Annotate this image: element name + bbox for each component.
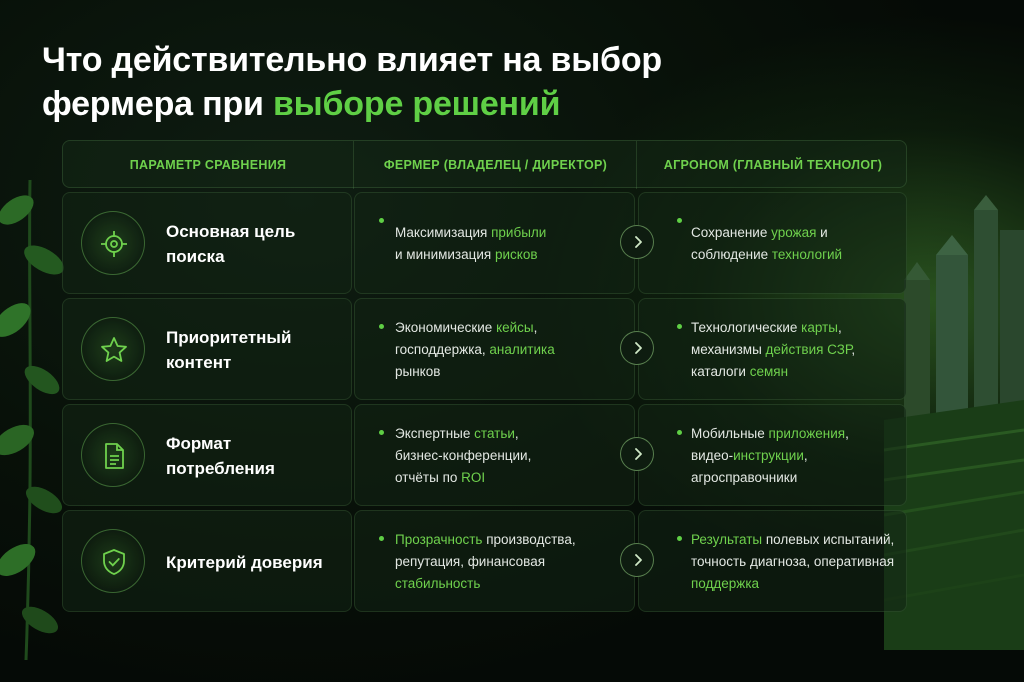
parameter-label: Формат потребления [166,434,275,478]
bullet-dot [677,430,682,435]
agronomist-text-segment: , [837,320,842,335]
title-line1: Что действительно влияет на выбор [42,41,662,79]
agronomist-cell [638,192,907,294]
agronomist-text-segment: инструкции [733,448,804,463]
bullet-dot [379,324,384,329]
farmer-text-segment: господдержка, [395,342,490,357]
parameter-cell [62,192,352,294]
parameter-label: Основная цель поиска [166,222,296,266]
chevron-right-icon [620,225,654,259]
farmer-text-segment: ROI [461,470,486,485]
farmer-text-segment: отчёты по [395,470,462,485]
agronomist-text-segment: Мобильные [691,426,769,441]
shield-check-icon [81,529,145,593]
header-agronomist: АГРОНОМ (ГЛАВНЫЙ ТЕХНОЛОГ) [636,141,909,189]
agronomist-cell [638,510,907,612]
agronomist-text-segment: приложения [768,426,846,441]
farmer-cell [354,404,635,506]
parameter-cell [62,510,352,612]
farmer-text-segment: Максимизация [395,225,492,240]
header-farmer: ФЕРМЕР (ВЛАДЕЛЕЦ / ДИРЕКТОР) [353,141,637,189]
farmer-text-segment: Прозрачность [395,532,483,547]
agronomist-text [691,511,905,613]
comparison-table [62,140,907,612]
agronomist-cell [638,404,907,506]
bullet-dot [677,324,682,329]
parameter-label: Критерий доверия [166,552,323,572]
agronomist-text-segment: механизмы [691,342,766,357]
agronomist-text-segment: семян [749,364,789,379]
farmer-text-segment: репутация, финансовая [395,554,546,569]
agronomist-text [691,193,905,295]
agronomist-text [691,405,905,507]
bullet-dot [677,218,682,223]
parameter-cell [62,404,352,506]
agronomist-text-segment: технологий [771,247,843,262]
farmer-text [395,405,620,507]
farmer-text-segment: бизнес-конференции, [395,448,532,463]
leaves-decoration [0,180,70,660]
agronomist-text-segment: и [816,225,828,240]
farmer-text-segment: стабильность [395,576,481,591]
agronomist-text-segment: Технологические [691,320,802,335]
chevron-right-icon [620,437,654,471]
farmer-text-segment: рисков [494,247,538,262]
agronomist-text-segment: каталоги [691,364,750,379]
star-icon [81,317,145,381]
farmer-text-segment: статьи [474,426,515,441]
farmer-text-segment: Экономические [395,320,497,335]
target-icon [81,211,145,275]
farmer-cell [354,298,635,400]
title-line2: фермера при [42,85,273,123]
title-accent: выборе решений [272,85,561,123]
agronomist-text-segment: поддержка [691,576,760,591]
page-title [42,38,662,126]
farmer-text [395,193,620,295]
farmer-cell [354,510,635,612]
parameter-cell [62,298,352,400]
agronomist-text-segment: Сохранение [691,225,772,240]
table-row [62,192,907,294]
table-row [62,510,907,612]
agronomist-text-segment: , [845,426,849,441]
farmer-cell [354,192,635,294]
agronomist-text-segment: Результаты [691,532,763,547]
parameter-label: Приоритетный контент [166,328,292,372]
agronomist-text-segment: действия СЗР [765,342,852,357]
agronomist-text-segment: точность диагноза, оперативная [691,554,895,569]
agronomist-text [691,299,905,401]
agronomist-text-segment: , [803,448,808,463]
agronomist-text-segment: , [851,342,856,357]
farmer-text [395,299,620,401]
agronomist-cell [638,298,907,400]
document-icon [81,423,145,487]
table-header [62,140,907,188]
bullet-dot [677,536,682,541]
chevron-right-icon [620,543,654,577]
bullet-dot [379,536,384,541]
agronomist-text-segment: агросправочники [691,470,798,485]
agronomist-text-segment: видео- [691,448,734,463]
farmer-text-segment: прибыли [491,225,547,240]
bullet-dot [379,218,384,223]
agronomist-text-segment: соблюдение [691,247,772,262]
farmer-text-segment: рынков [395,364,441,379]
agronomist-text-segment: полевых испытаний, [762,532,895,547]
farmer-text-segment: аналитика [489,342,555,357]
farmer-text-segment: , [514,426,519,441]
chevron-right-icon [620,331,654,365]
table-row [62,404,907,506]
farmer-text [395,511,620,613]
farmer-text-segment: и минимизация [395,247,495,262]
farmer-text-segment: , [533,320,538,335]
farmer-text-segment: производства, [482,532,576,547]
farmer-text-segment: Экспертные [395,426,475,441]
agronomist-text-segment: карты [801,320,838,335]
table-row [62,298,907,400]
bullet-dot [379,430,384,435]
header-parameter: ПАРАМЕТР СРАВНЕНИЯ [129,158,287,172]
farmer-text-segment: кейсы [496,320,534,335]
agronomist-text-segment: урожая [771,225,817,240]
